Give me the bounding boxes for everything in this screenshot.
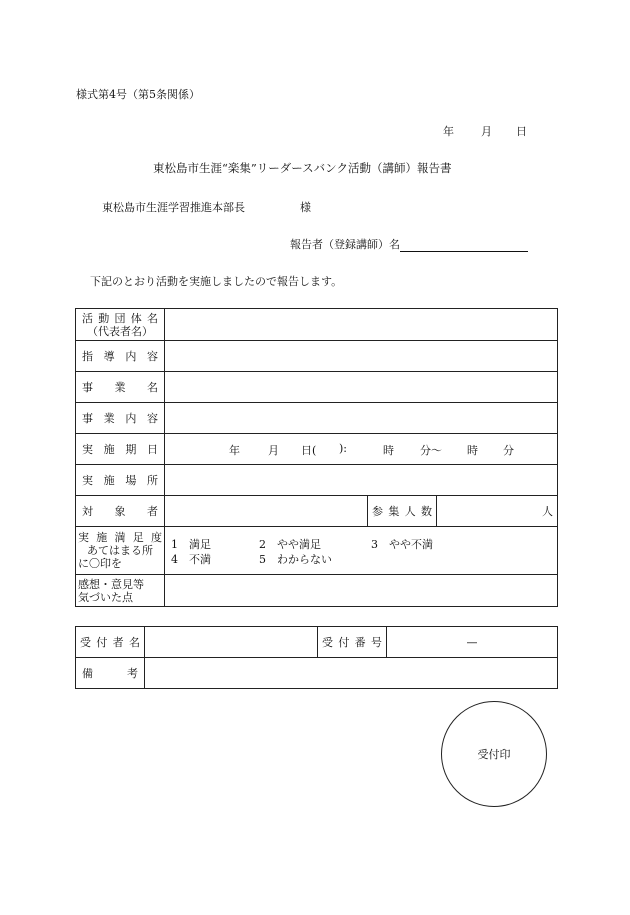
document-title: 東松島市生涯“楽集”リーダースバンク活動（講師）報告書 [153, 161, 452, 175]
date-day: 日( [301, 444, 317, 457]
project-content-field[interactable] [165, 403, 558, 434]
satisfaction-options [165, 527, 558, 575]
form-number: 様式第4号（第5条関係） [76, 88, 200, 101]
time-min-end: 分 [503, 444, 514, 457]
project-name-label: 事 業 名 [76, 372, 165, 403]
leader-field[interactable] [165, 341, 558, 372]
time-min-start: 分〜 [420, 444, 442, 457]
receipt-no-field[interactable]: — [387, 627, 558, 658]
participants-field[interactable] [437, 496, 558, 527]
date-day-label: 日 [516, 125, 527, 138]
target-label: 対 象 者 [76, 496, 165, 527]
remarks-label: 備 考 [76, 658, 145, 689]
intro-text: 下記のとおり活動を実施しましたので報告します。 [90, 275, 343, 288]
date-year-label: 年 [443, 125, 454, 138]
reception-stamp-circle [441, 701, 547, 807]
leader-label: 指 導 内 容 [76, 341, 165, 372]
receipt-no-label: 受 付 番 号 [318, 627, 387, 658]
date-month: 月 [268, 444, 279, 457]
option-dissatisfied[interactable]: 4 不満 [171, 553, 211, 566]
group-name-field[interactable] [165, 309, 558, 341]
honorific: 様 [300, 201, 311, 214]
date-paren: ): [339, 442, 347, 455]
option-satisfied[interactable]: 1 満足 [171, 538, 211, 551]
option-dont-know[interactable]: 5 わからない [259, 553, 332, 566]
time-hour-start: 時 [383, 444, 394, 457]
target-field[interactable] [165, 496, 368, 527]
participants-unit: 人 [542, 505, 553, 518]
date-field[interactable] [165, 434, 558, 465]
comments-label: 感想・意見等 気づいた点 [76, 575, 165, 607]
reporter-name-field[interactable] [400, 239, 528, 252]
receiver-label: 受 付 者 名 [76, 627, 145, 658]
time-hour-end: 時 [467, 444, 478, 457]
addressee: 東松島市生涯学習推進本部長 [102, 201, 245, 214]
reporter-label: 報告者（登録講師）名 [290, 238, 400, 251]
place-field[interactable] [165, 465, 558, 496]
group-name-label: 活 動 団 体 名 （代表者名） [76, 309, 165, 341]
option-somewhat-dissatisfied[interactable]: 3 やや不満 [371, 538, 433, 551]
reception-stamp-label: 受付印 [477, 748, 511, 761]
office-table [75, 626, 558, 689]
receiver-field[interactable] [145, 627, 318, 658]
date-year: 年 [229, 444, 240, 457]
project-content-label: 事 業 内 容 [76, 403, 165, 434]
date-month-label: 月 [481, 125, 492, 138]
comments-field[interactable] [165, 575, 558, 607]
report-table [75, 308, 558, 607]
satisfaction-label: 実 施 満 足 度 あてはまる所 に〇印を [76, 527, 165, 575]
date-label: 実 施 期 日 [76, 434, 165, 465]
place-label: 実 施 場 所 [76, 465, 165, 496]
reporter-line [290, 236, 528, 252]
option-somewhat-satisfied[interactable]: 2 やや満足 [259, 538, 321, 551]
project-name-field[interactable] [165, 372, 558, 403]
participants-label: 参 集 人 数 [368, 496, 437, 527]
remarks-field[interactable] [145, 658, 558, 689]
